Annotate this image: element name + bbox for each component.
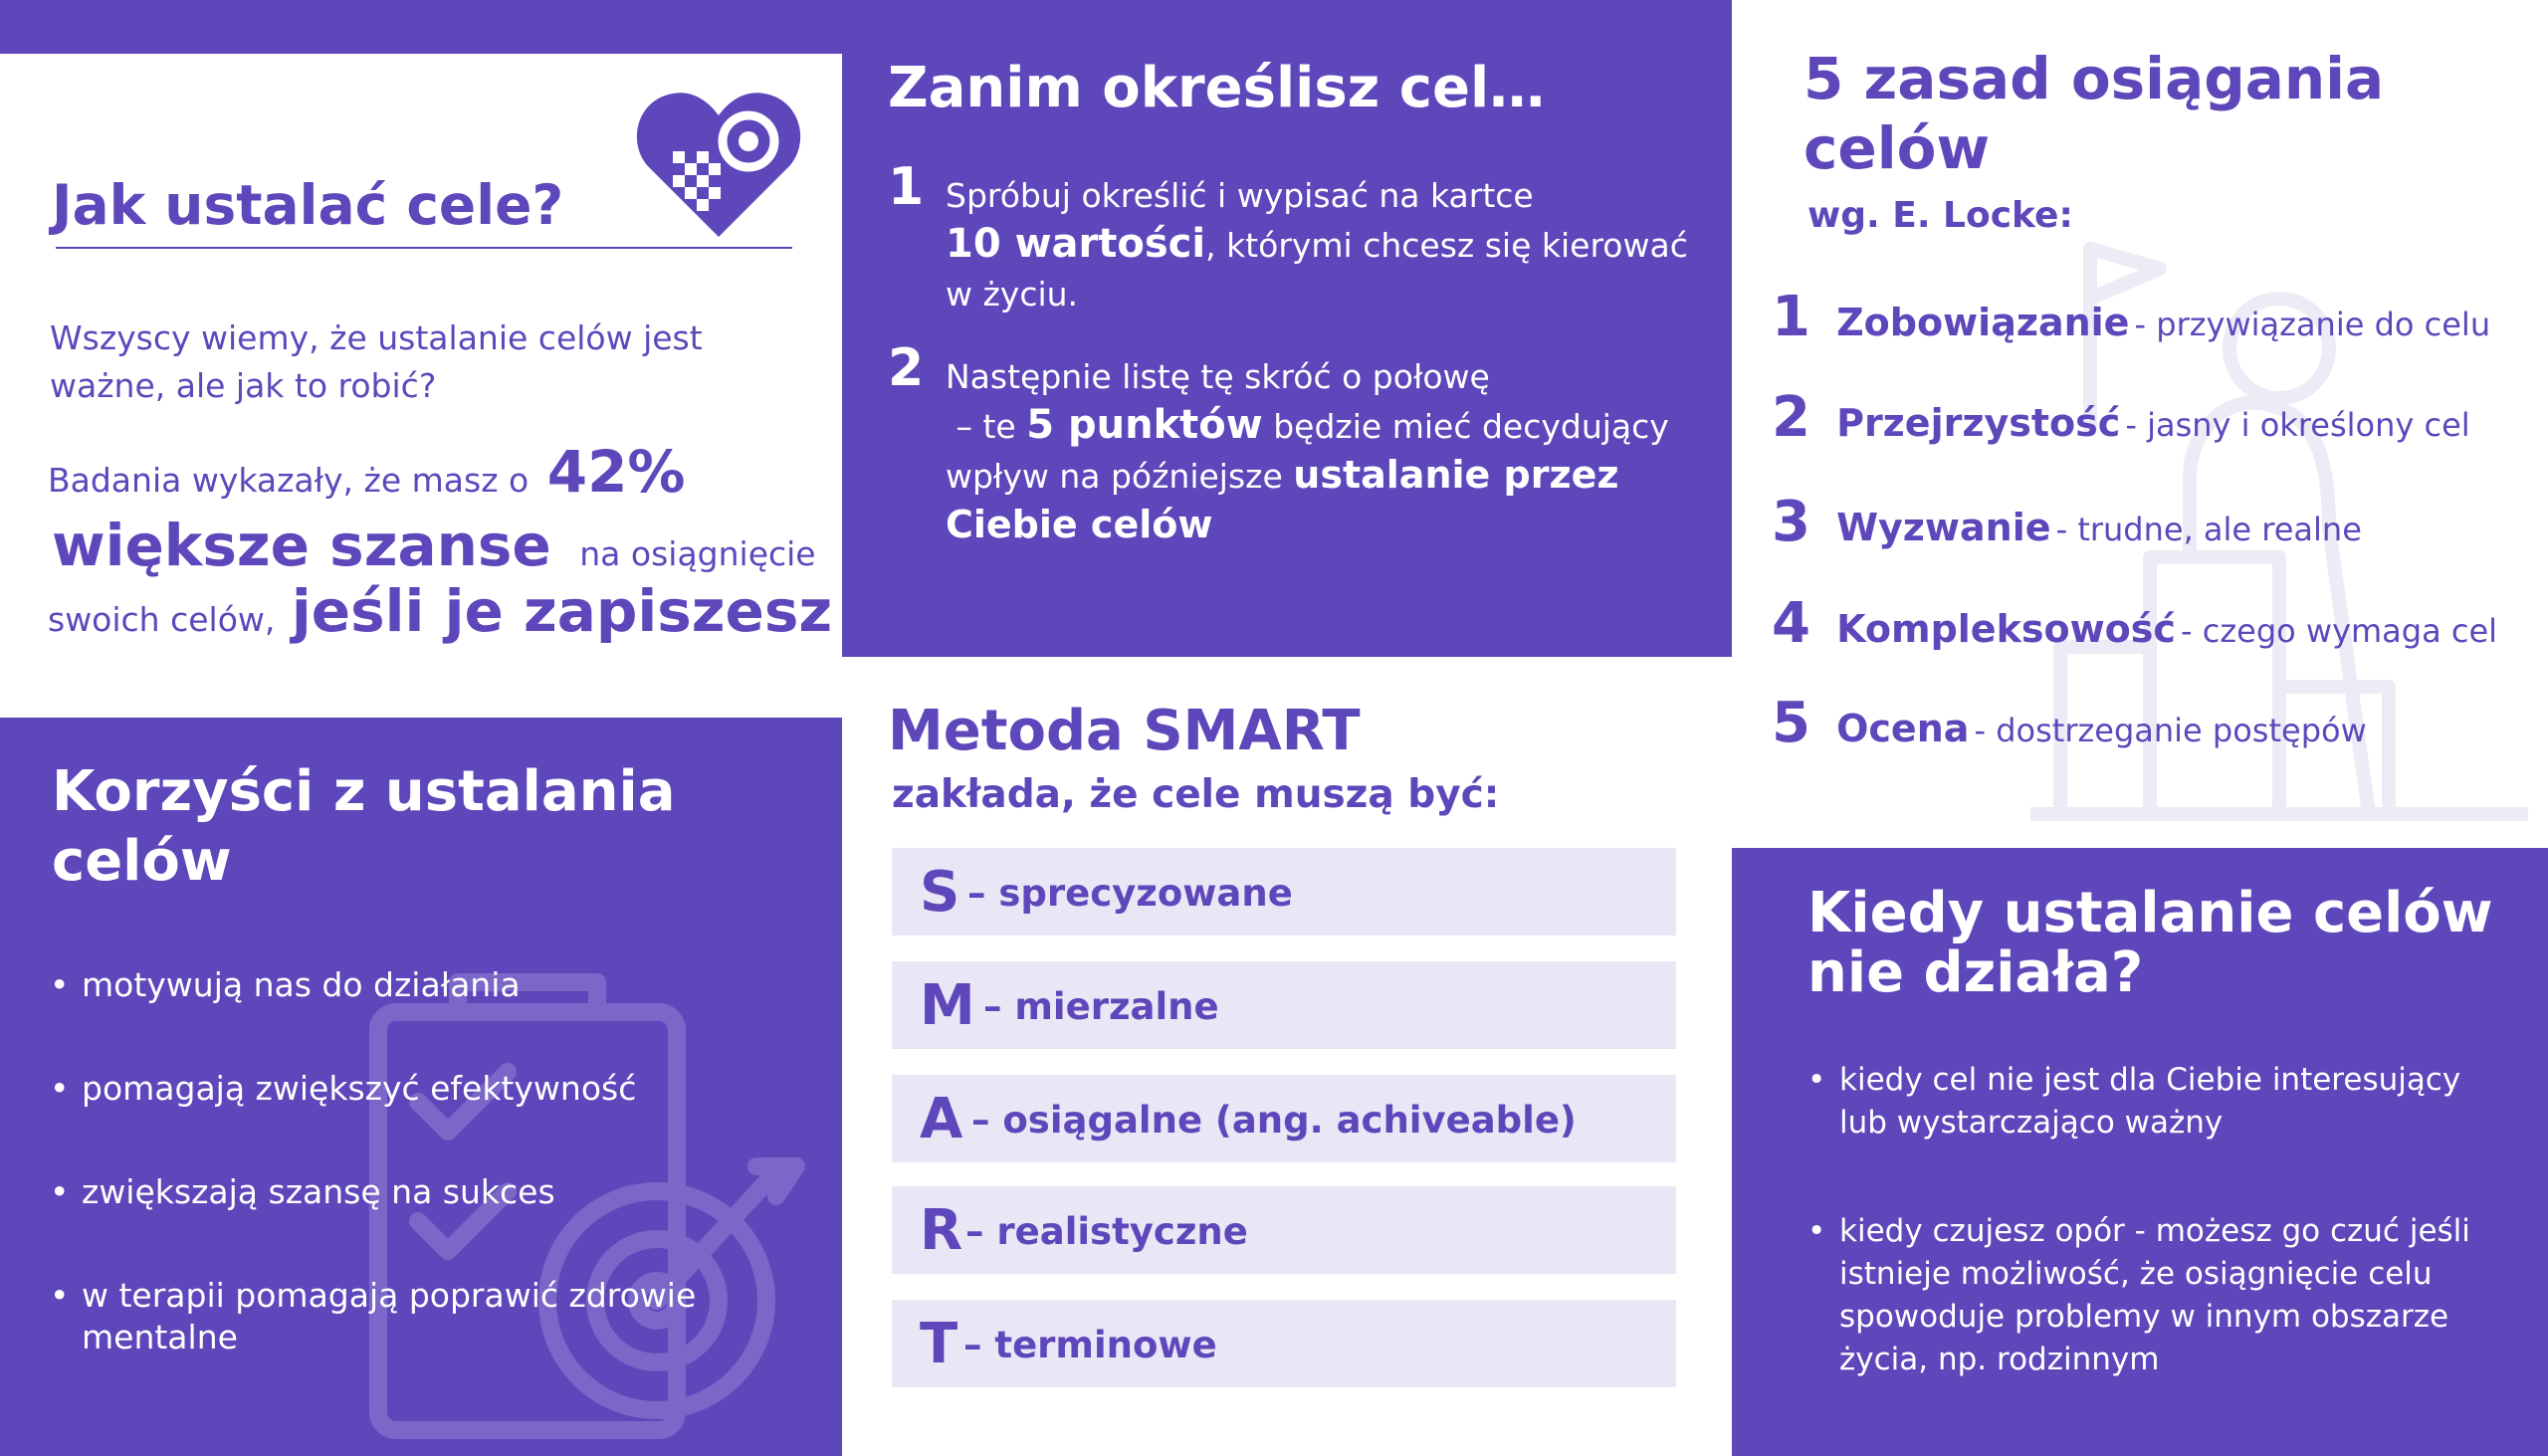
if-write-text: jeśli je zapiszesz <box>291 577 833 645</box>
when-list <box>1807 1059 2504 1447</box>
benefit-item: • motywują nas do działania <box>50 964 806 1006</box>
bigger-chances: większe szanse <box>52 512 551 579</box>
smart-letter: A <box>920 1087 963 1151</box>
step2-text-e: wpływ na późniejsze <box>946 457 1283 496</box>
benefits-panel <box>0 718 842 1456</box>
smart-letter: M <box>920 973 975 1038</box>
rule-number: 4 <box>1772 591 1810 656</box>
benefits-list <box>50 964 806 1420</box>
before-goal-panel <box>842 0 1732 657</box>
smart-letter: R <box>920 1198 963 1263</box>
benefit-item: • pomagają zwiększyć efektywność <box>50 1068 806 1110</box>
rule-desc: - dostrzeganie postępów <box>1974 712 2367 749</box>
research-text: Badania wykazały, że masz o <box>48 461 530 500</box>
rule-row <box>1772 691 2367 755</box>
step1-text-c: , którymi chcesz się kierować w życiu. <box>946 226 1688 313</box>
rule-desc: - trudne, ale realne <box>2055 511 2362 548</box>
step2-text-a: Następnie listę tę skróć o połowę <box>946 357 1490 396</box>
smart-letter: T <box>920 1312 958 1376</box>
step1-values: 10 wartości <box>946 221 1206 267</box>
write-line <box>48 577 832 645</box>
rule-number: 3 <box>1772 490 1810 554</box>
before-title: Zanim określisz cel… <box>888 56 1546 120</box>
benefit-item: • zwiększają szansę na sukces <box>50 1171 806 1213</box>
step1-text <box>946 171 1702 318</box>
smart-word: – sprecyzowane <box>967 872 1293 915</box>
when-item: • kiedy cel nie jest dla Ciebie interesujący lub wystarczająco ważny <box>1807 1059 2504 1144</box>
smart-panel <box>842 657 1732 1456</box>
smart-item <box>892 1075 1676 1162</box>
smart-word: – mierzalne <box>983 985 1219 1028</box>
smart-item <box>892 1186 1676 1274</box>
smart-word: – terminowe <box>963 1324 1217 1366</box>
step2-text-b: – te <box>956 407 1016 446</box>
rule-number: 1 <box>1772 285 1810 349</box>
rule-row <box>1772 385 2470 450</box>
step2-points: 5 punktów <box>1026 402 1263 448</box>
step1-number: 1 <box>888 157 925 217</box>
when-not-working-panel <box>1732 848 2548 1456</box>
benefit-item: • w terapii pomagają poprawić zdrowie mentalne <box>50 1275 806 1358</box>
rule-desc: - przywiązanie do celu <box>2134 306 2491 343</box>
rule-key: Wyzwanie <box>1836 506 2051 549</box>
locke-rules-panel <box>1732 0 2548 848</box>
smart-item <box>892 1300 1676 1387</box>
heart-logo-icon <box>633 82 804 243</box>
rule-key: Zobowiązanie <box>1836 301 2130 344</box>
how-to-set-goals-panel <box>0 54 842 718</box>
rules-subtitle: wg. E. Locke: <box>1807 195 2073 236</box>
rules-title: 5 zasad osiągania celów <box>1804 45 2385 182</box>
smart-title: Metoda SMART <box>888 699 1361 763</box>
how-title: Jak ustalać cele? <box>52 173 564 237</box>
intro-text: Wszyscy wiemy, że ustalanie celów jest ważne, ale jak to robić? <box>50 318 703 405</box>
rule-row <box>1772 591 2497 656</box>
rule-row <box>1772 285 2490 349</box>
step2-text <box>946 352 1702 550</box>
step2-goals: Ciebie celów <box>946 503 1213 546</box>
step2-setting: ustalanie przez <box>1293 453 1619 497</box>
rule-key: Ocena <box>1836 707 1970 750</box>
research-line <box>48 438 686 506</box>
achieve-text: na osiągnięcie <box>579 534 816 573</box>
smart-item <box>892 961 1676 1049</box>
when-item: • kiedy czujesz opór - możesz go czuć jeśli istnieje możliwość, że osiągnięcie celu spowoduje problemy w innym obszarze życia, np. rodzinnym <box>1807 1210 2504 1381</box>
rule-number: 2 <box>1772 385 1810 450</box>
bigger-line <box>52 512 816 579</box>
smart-word: – osiągalne (ang. achiveable) <box>971 1099 1577 1142</box>
smart-letter: S <box>920 860 960 925</box>
step2-text-d: będzie mieć decydujący <box>1273 407 1669 446</box>
smart-word: – realistyczne <box>965 1210 1248 1253</box>
rule-desc: - czego wymaga cel <box>2181 612 2498 650</box>
step2-number: 2 <box>888 338 925 398</box>
rule-key: Przejrzystość <box>1836 401 2121 445</box>
rule-number: 5 <box>1772 691 1810 755</box>
rule-key: Kompleksowość <box>1836 607 2176 651</box>
when-title: Kiedy ustalanie celów nie działa? <box>1807 881 2493 1005</box>
rule-desc: - jasny i określony cel <box>2125 406 2470 444</box>
goals-text: swoich celów, <box>48 600 276 639</box>
smart-item <box>892 848 1676 936</box>
step1-text-a: Spróbuj określić i wypisać na kartce <box>946 176 1534 215</box>
percent-value: 42% <box>546 438 686 506</box>
title-divider <box>56 247 792 249</box>
smart-subtitle: zakłada, że cele muszą być: <box>892 772 1500 817</box>
rule-row <box>1772 490 2362 554</box>
benefits-title: Korzyści z ustalania celów <box>52 759 676 894</box>
